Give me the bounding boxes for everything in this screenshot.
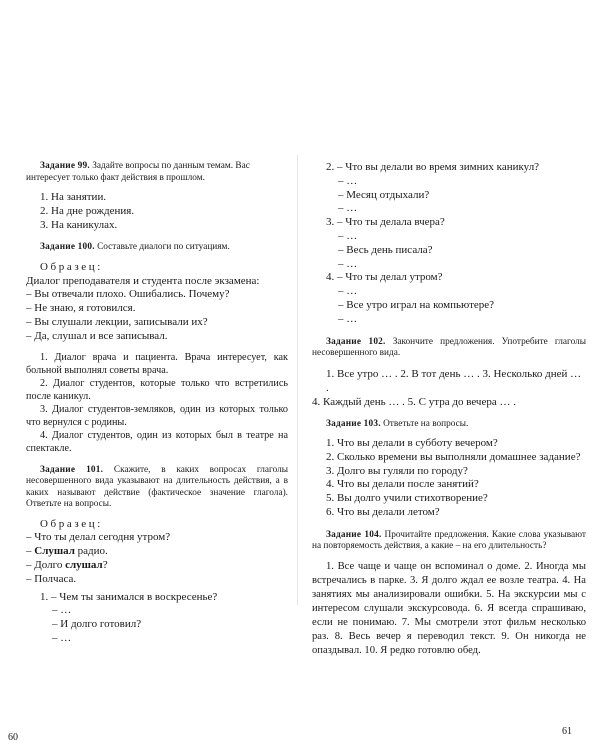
task-103-item: 2. Сколько времени вы выполняли домашнее задание?: [326, 450, 581, 463]
line-rest: ?: [102, 559, 108, 572]
task-100-example-line: Диалог преподавателя и студента после экзамена:: [26, 274, 260, 287]
task-100-item: 4. Диалог студентов, один из которых был в театре на спектакле.: [26, 429, 288, 454]
dialog-line: – …: [338, 312, 358, 325]
dialog-question: 2. – Что вы делали во время зимних каникул?: [326, 161, 540, 173]
task-100-example-line: – Вы слушали лекции, записывали их?: [26, 316, 208, 329]
task-102-text: Закончите предложения. Употребите глаголы несовершенного вида.: [312, 336, 586, 359]
line-rest: радио.: [74, 545, 108, 558]
dialog-question: 3. – Что ты делала вчера?: [326, 216, 445, 229]
book-spine: [297, 155, 298, 605]
left-page-content: [26, 161, 288, 646]
page-number: 61: [562, 726, 572, 737]
task-99-item: 3. На каникулах.: [40, 218, 118, 231]
task-101-text: Скажите, в каких вопросах глаголы несовершенного вида указывают на длительность действия, а в каких называют действие (фактическое значение глагола). Ответьте на вопросы.: [26, 464, 288, 510]
task-101-answer: – …: [52, 632, 72, 645]
dialog-line: – Весь день писала?: [338, 243, 433, 256]
task-102-row: 1. Все утро … . 2. В тот день … . 3. Несколько дней … .: [326, 367, 582, 394]
task-100-example-label: Образец:: [40, 260, 103, 273]
task-101-line: [26, 545, 288, 559]
task-102-row: 4. Каждый день … . 5. С утра до вечера … .: [312, 395, 516, 408]
task-101-instruction: [26, 465, 288, 511]
task-101-answer: – …: [52, 604, 72, 617]
task-104-label: Задание 104.: [326, 529, 382, 540]
task-100-instruction: [26, 242, 288, 254]
task-99-item: 2. На дне рождения.: [40, 204, 135, 217]
task-102-instruction: [312, 337, 586, 360]
dialog-question: 4. – Что ты делал утром?: [326, 271, 443, 284]
bold-verb: слушал: [65, 559, 103, 572]
right-page-content: [312, 161, 586, 658]
task-104-instruction: [312, 530, 586, 553]
bold-verb: Слушал: [34, 545, 75, 558]
task-100-item: 1. Диалог врача и пациента. Врача интересует, как больной выполнял советы врача.: [26, 351, 288, 376]
task-103-item: 1. Что вы делали в субботу вечером?: [326, 437, 498, 450]
task-101-answer: – И долго готовил?: [52, 618, 142, 631]
task-103-text: Ответьте на вопросы.: [383, 418, 469, 429]
dialog-line: – …: [338, 202, 358, 215]
task-100-label: Задание 100.: [40, 242, 95, 253]
line-start: – Долго: [26, 559, 66, 572]
page-number: 60: [8, 732, 18, 743]
task-101-question: 1. – Чем ты занимался в воскресенье?: [40, 590, 218, 603]
task-104-body: 1. Все чаще и чаще он вспоминал о доме. 2. Иногда мы встречались в парке. 3. Я долго ждал ее возле театра. 4. На занятиях мы анализировали ошибки. 5. На экскурсии мы с интересом слушали экскурсовода. 6. Я всегда спрашиваю, если не понимаю. 7. Мы смотрели этот фильм несколько раз. 8. Весь вечер я переводил текст. 9. Он никогда не опаздывал. 10. Я редко готовлю обед.: [312, 560, 586, 656]
dialog-line: – …: [338, 285, 358, 298]
dialog-line: – …: [338, 257, 358, 270]
task-99-text: Задайте вопросы по данным темам. Вас интересует только факт действия в прошлом.: [26, 161, 250, 183]
task-104-text: Прочитайте предложения. Какие слова указывают на повторяемость действия, а какие – на его длительность?: [312, 529, 586, 552]
task-101-line: – Полчаса.: [26, 572, 77, 585]
task-99-item: 1. На занятии.: [40, 191, 107, 203]
task-99-label: Задание 99.: [40, 161, 90, 171]
right-page: [300, 0, 600, 750]
dialog-line: – Месяц отдыхали?: [338, 188, 430, 201]
task-101-example-label: Образец:: [40, 517, 103, 530]
task-100-item: 2. Диалог студентов, которые только что встретились после каникул.: [26, 377, 288, 402]
task-100-item: 3. Диалог студентов-земляков, один из которых только что вернулся с родины.: [26, 403, 288, 428]
task-100-example-line: – Вы отвечали плохо. Ошибались. Почему?: [26, 288, 230, 301]
task-102-label: Задание 102.: [326, 336, 386, 347]
task-101-line: – Что ты делал сегодня утром?: [26, 531, 171, 544]
dialog-line: – …: [338, 229, 358, 242]
task-99-instruction: [26, 161, 288, 184]
dash: –: [26, 545, 35, 558]
dialog-line: – Все утро играл на компьютере?: [338, 298, 495, 311]
task-103-label: Задание 103.: [326, 418, 381, 429]
task-100-text: Составьте диалоги по ситуациям.: [97, 242, 230, 253]
task-101-line: [26, 559, 288, 573]
dialog-line: – …: [338, 174, 358, 187]
task-101-label: Задание 101.: [40, 464, 104, 475]
task-103-item: 3. Долго вы гуляли по городу?: [326, 464, 468, 477]
task-103-instruction: [312, 419, 586, 431]
task-103-item: 5. Вы долго учили стихотворение?: [326, 492, 488, 505]
task-103-item: 6. Что вы делали летом?: [326, 506, 440, 519]
task-103-item: 4. Что вы делали после занятий?: [326, 478, 479, 491]
task-100-example-line: – Да, слушал и все записывал.: [26, 329, 168, 342]
task-100-example-line: – Не знаю, я готовился.: [26, 302, 136, 315]
